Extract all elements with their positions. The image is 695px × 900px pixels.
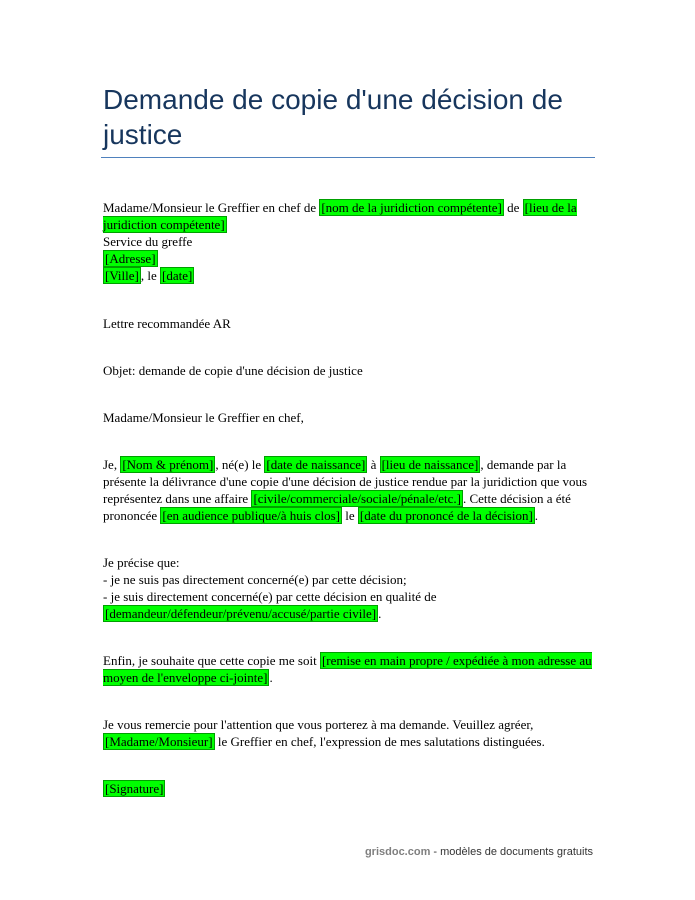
- placeholder-date: [date]: [162, 268, 193, 283]
- text: .: [269, 670, 273, 685]
- date-separator: , le: [140, 268, 161, 283]
- precision-item-1: - je ne suis pas directement concerné(e) par cette décision;: [103, 572, 407, 587]
- footer: [365, 846, 593, 858]
- precision-intro: Je précise que:: [103, 555, 180, 570]
- footer-site-link[interactable]: grisdoc.com: [364, 846, 431, 858]
- text: .: [534, 508, 539, 523]
- text: , né(e) le: [215, 457, 265, 472]
- text: le: [342, 508, 358, 523]
- placeholder-date-prononce: [date du prononcé de la décision]: [359, 508, 533, 523]
- footer-tagline: - modèles de documents gratuits: [430, 846, 593, 858]
- paragraph-request: [103, 456, 595, 524]
- text: . Cette décision a été prononcée: [103, 491, 571, 523]
- paragraph-precision: [103, 554, 595, 622]
- placeholder-date-naissance: [date de naissance]: [266, 457, 366, 472]
- text: Je vous remercie pour l'attention que vous porterez à ma demande. Veuillez agréer,: [103, 717, 534, 732]
- service-greffe: Service du greffe: [103, 234, 193, 249]
- placeholder-audience: [en audience publique/à huis clos]: [162, 508, 340, 523]
- text: à: [367, 457, 380, 472]
- text: Enfin, je souhaite que cette copie me soit: [103, 653, 320, 668]
- salutation: Madame/Monsieur le Greffier en chef,: [103, 410, 304, 425]
- placeholder-qualite: [demandeur/défendeur/prévenu/accusé/partie civile]: [105, 606, 377, 621]
- placeholder-mode-remise: [remise en main propre / expédiée à mon adresse au moyen de l'enveloppe ci-jointe]: [103, 653, 592, 685]
- placeholder-nom-prenom: [Nom & prénom]: [122, 457, 214, 472]
- text: , demande par la présente la délivrance d'une copie d'une décision de justice rendue par la juridiction que vous représentez dans une affaire: [103, 457, 588, 506]
- lettre-recommandee: Lettre recommandée AR: [103, 316, 231, 331]
- text: le Greffier en chef, l'expression de mes salutations distinguées.: [214, 734, 545, 749]
- paragraph-mode-remise: [103, 652, 595, 686]
- letter-body: [103, 199, 595, 797]
- text: Je,: [103, 457, 121, 472]
- recipient-block: [103, 199, 595, 284]
- recipient-de: de: [503, 200, 523, 215]
- placeholder-lieu-juridiction: [lieu de la juridiction compétente]: [103, 200, 577, 232]
- recipient-prefix: Madame/Monsieur le Greffier en chef de: [103, 200, 320, 215]
- placeholder-ville: [Ville]: [105, 268, 139, 283]
- objet-line: Objet: demande de copie d'une décision de justice: [103, 363, 363, 378]
- signature-block: [103, 780, 595, 797]
- precision-item-2: - je suis directement concerné(e) par cette décision en qualité de: [103, 589, 437, 604]
- document-title: Demande de copie d'une décision de justice: [103, 84, 563, 150]
- text: .: [378, 606, 382, 621]
- placeholder-type-affaire: [civile/commerciale/sociale/pénale/etc.]: [253, 491, 461, 506]
- placeholder-signature: [Signature]: [105, 781, 164, 796]
- title-underline: [101, 157, 595, 158]
- placeholder-civilite: [Madame/Monsieur]: [105, 734, 213, 749]
- placeholder-lieu-naissance: [lieu de naissance]: [381, 457, 479, 472]
- placeholder-adresse: [Adresse]: [105, 251, 156, 266]
- paragraph-closing: [103, 716, 595, 750]
- placeholder-juridiction: [nom de la juridiction compétente]: [321, 200, 502, 215]
